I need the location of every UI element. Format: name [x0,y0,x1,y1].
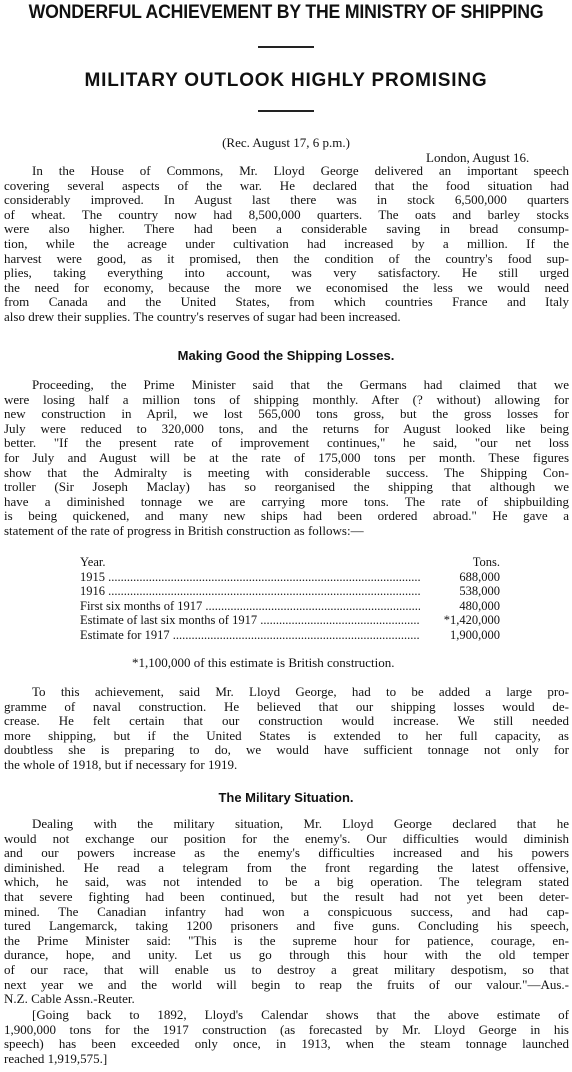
paragraph-food-situation [4,164,569,325]
row-value: 688,000 [459,569,500,584]
text-line: mined. The Canadian infantry had won a conspicuous success, and had cap- [4,904,569,919]
text-line: of our race, that will enable us to destroy a great military despotism, so that [4,962,569,977]
column-year: Year. [80,555,106,569]
text-line: statement of the rate of progress in British construction as follows:— [4,523,364,538]
table-row [80,584,500,599]
text-line: the Prime Minister said: "This is the supreme hour for patience, courage, en- [4,933,569,948]
text-line: which, he said, was not intended to be a big operation. The telegram stated [4,875,569,890]
dateline: London, August 16. [426,150,530,165]
row-label: 1915 ..... [80,570,420,585]
text-line: gramme of naval construction. He believed that our shipping losses would de- [4,699,569,714]
text-line: were losing half a million tons of shipping monthly. After (? without) allowing for [4,392,569,407]
paragraph-military-situation [4,817,569,1007]
text-line: 1,900,000 tons for the 1917 construction (as forecasted by Mr. Lloyd George in his [4,1022,569,1037]
text-line: Dealing with the military situation, Mr. Lloyd George declared that he [32,817,569,831]
text-line: [Going back to 1892, Lloyd's Calendar shows that the above estimate of [32,1008,569,1022]
text-line: and our powers increase as the enemy's difficulties increased and his powers [4,846,569,861]
table-row [80,599,500,614]
text-line: for July and August will be at the rate of 175,000 tons per month. These figures [4,450,569,465]
table-row [80,613,500,628]
headline-rule [258,46,314,48]
text-line: tured Langemarck, taking 1200 prisoners and five guns. Concluding his speech, [4,919,569,934]
row-label: Estimate of last six months of 1917 ..... [80,613,420,628]
section-title-military: The Military Situation. [218,790,354,805]
text-line: troller (Sir Joseph Maclay) has so reorganised the shipping that although we [4,480,569,495]
row-value: 480,000 [459,598,500,613]
table-footnote: *1,100,000 of this estimate is British construction. [132,655,395,670]
row-value: 1,900,000 [450,627,500,642]
text-line: harvest were good, as it promised, then the condition of the country's food sup- [4,251,569,266]
text-line: were also higher. There had been a considerable saving in bread consump- [4,222,569,237]
text-line: covering several aspects of the war. He declared that the food situation had [4,178,569,193]
text-line: show that the Admiralty is meeting with considerable success. The Shipping Con- [4,465,569,480]
text-line: reached 1,919,575.] [4,1051,108,1066]
received-note: (Rec. August 17, 6 p.m.) [222,135,350,150]
column-tons: Tons. [472,555,500,569]
text-line: of wheat. The country now had 8,500,000 quarters. The oats and barley stocks [4,207,569,222]
paragraph-shipping-losses [4,378,569,539]
subheadline: MILITARY OUTLOOK HIGHLY PROMISING [84,70,488,91]
text-line: the need for economy, because the more we economised the less we would need [4,280,569,295]
text-line: have a diminished tonnage we are carrying more tons. The rate of shipbuilding [4,494,569,509]
text-line: the whole of 1918, but if necessary for 1919. [4,757,238,772]
text-line: In the House of Commons, Mr. Lloyd George delivered an important speech [32,164,569,178]
text-line: To this achievement, said Mr. Lloyd George, had to be added a large pro- [32,685,569,699]
row-label: First six months of 1917 ..... [80,599,420,614]
construction-table [80,555,500,643]
text-line: N.Z. Cable Assn.-Reuter. [4,992,135,1007]
table-header [80,555,500,570]
text-line: tion, while the acreage under cultivation had increased by a million. If the [4,236,569,251]
text-line: plies, taking everything into account, was very satisfactory. He still urged [4,266,569,281]
row-label: Estimate for 1917 ..... [80,628,420,643]
row-value: *1,420,000 [443,613,500,628]
text-line: would not exchange our position for the enemy's. Our difficulties would diminish [4,831,569,846]
row-value: 538,000 [459,584,500,599]
subheadline-rule [258,110,314,112]
row-label: 1916 ..... [80,584,420,599]
paragraph-naval-construction [4,685,569,773]
headline: WONDERFUL ACHIEVEMENT BY THE MINISTRY OF SHIPPING [28,2,544,23]
text-line: that severe fighting had been continued, but the result had not yet been deter- [4,889,569,904]
text-line: more shipping, but if the United States is extended to her full capacity, as [4,728,569,743]
text-line: doubtless she is preparing to do, we would have sufficient tonnage not only for [4,743,569,758]
text-line: speech) has been exceeded only once, in 1913, when the steam tonnage launched [4,1037,569,1052]
text-line: also drew their supplies. The country's reserves of sugar had been increased. [4,309,401,324]
table-row [80,570,500,585]
text-line: crease. He felt certain that our construction would increase. We still needed [4,714,569,729]
text-line: durance, hope, and unity. Let us go through this hour with the old temper [4,948,569,963]
text-line: Proceeding, the Prime Minister said that the Germans had claimed that we [32,378,569,392]
text-line: diminished. He read a telegram from the front regarding the latest offensive, [4,860,569,875]
table-row [80,628,500,643]
text-line: from Canada and the United States, from which countries France and Italy [4,295,569,310]
text-line: is being quickened, and many new ships had been ordered abroad." He gave a [4,509,569,524]
text-line: considerably improved. In August last there was in stock 6,500,000 quarters [4,193,569,208]
text-line: better. "If the present rate of improvement continues," he said, "our net loss [4,436,569,451]
text-line: next year we and the world will begin to reap the fruits of our valour."—Aus.- [4,977,569,992]
text-line: July were reduced to 320,000 tons, and the returns for August looked like being [4,421,569,436]
text-line: new construction in April, we lost 565,000 tons gross, but the gross losses for [4,407,569,422]
section-title-shipping: Making Good the Shipping Losses. [177,348,395,363]
paragraph-lloyds-calendar [4,1008,569,1066]
